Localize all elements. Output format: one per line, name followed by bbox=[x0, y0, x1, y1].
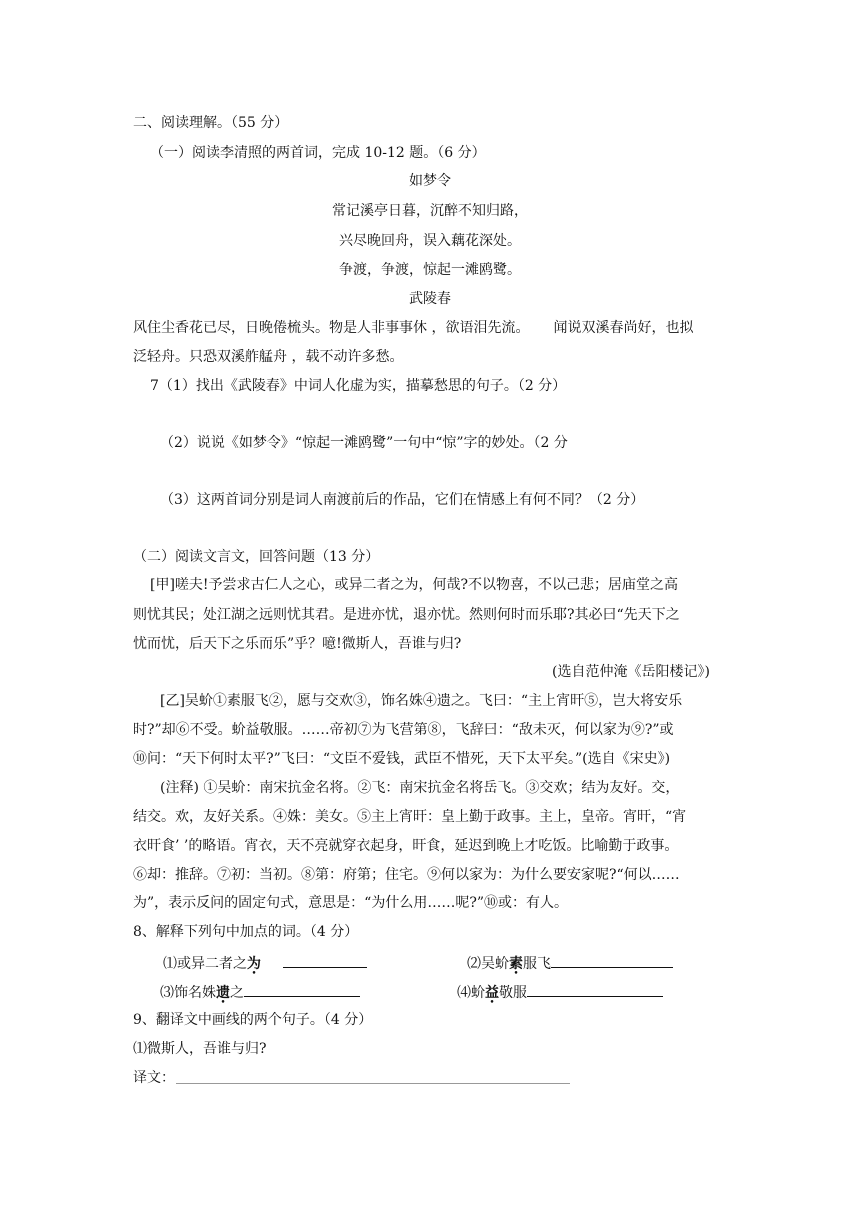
poem1-title: 如梦令 bbox=[409, 173, 451, 189]
notes-line: 衣旰食’ ’的略语。宵衣，天不亮就穿衣起身，旰食，延迟到晚上才吃饭。比喻勤于政事。 bbox=[133, 838, 679, 854]
question-9-item: ⑴微斯人，吾谁与归? bbox=[133, 1041, 267, 1057]
poem1-line: 争渡，争渡，惊起一滩鸥鹭。 bbox=[339, 262, 521, 278]
question-8-item bbox=[160, 982, 360, 1002]
passage-yi-line: 时?”却⑥不受。蚧益敬服。……帝初⑦为飞营第⑧，飞辞曰：“敌未灭，何以家为⑨?”或 bbox=[133, 722, 674, 738]
item-text: ⑵吴蚧 bbox=[467, 956, 509, 972]
question-8-item bbox=[457, 982, 663, 1002]
answer-line[interactable] bbox=[176, 1083, 570, 1084]
answer-label: 译文： bbox=[133, 1070, 175, 1086]
notes-line: 为”，表示反问的固定句式，意思是：“为什么用……呢?”⑩或：有人。 bbox=[133, 895, 568, 911]
dotted-word: 遗 bbox=[216, 985, 230, 1001]
notes-line: ⑥却：推辞。⑦初：当初。⑧第：府第；住宅。⑨何以家为：为什么要安家呢?“何以…… bbox=[133, 867, 680, 883]
poem2-line-part: 风住尘香花已尽，日晚倦梳头。物是人非事事休 ，欲语泪先流。 bbox=[133, 320, 530, 336]
poem2-line: 泛轻舟。只恐双溪舴艋舟 ，载不动许多愁。 bbox=[133, 349, 404, 365]
item-text: ⑷蚧 bbox=[457, 985, 485, 1001]
answer-blank[interactable] bbox=[551, 953, 673, 968]
question-8-item bbox=[163, 953, 367, 973]
passage-jia-line: 忧而忧，后天下之乐而乐”乎？噫!微斯人，吾谁与归? bbox=[133, 636, 462, 652]
passage-yi-line: [乙]吴蚧①素服飞②，愿与交欢③，饰名姝④遗之。飞曰：“主上宵旰⑤，岂大将安乐 bbox=[160, 693, 683, 709]
part1-intro: （一）阅读李清照的两首词，完成 10-12 题。（6 分） bbox=[150, 145, 486, 161]
answer-blank[interactable] bbox=[244, 982, 360, 997]
question-8-title: 8、解释下列句中加点的词。（4 分） bbox=[133, 924, 359, 940]
passage-jia-line: 则忧其民；处江湖之远则忧其君。是进亦忧，退亦忧。然则何时而乐耶?其必曰“先天下之 bbox=[133, 607, 680, 623]
item-text: 敬服 bbox=[499, 985, 527, 1001]
dotted-word: 为 bbox=[247, 956, 261, 972]
notes-line: 结交。欢，友好关系。④姝：美女。⑤主上宵旰：皇上勤于政事。主上，皇帝。宵旰，“宵 bbox=[133, 809, 687, 825]
question-7-1: 7（1）找出《武陵春》中词人化虚为实，描摹愁思的句子。（2 分） bbox=[150, 378, 567, 394]
poem1-line: 兴尽晚回舟，误入藕花深处。 bbox=[339, 233, 521, 249]
question-8-item bbox=[467, 953, 673, 973]
passage-jia-line: [甲]嗟夫!予尝求古仁人之心，或异二者之为，何哉?不以物喜，不以己悲；居庙堂之高 bbox=[150, 577, 679, 593]
question-7-2: （2）说说《如梦令》“惊起一滩鸥鹭”一句中“惊”字的妙处。（2 分 bbox=[160, 435, 568, 451]
passage-yi-line: ⑩问：“天下何时太平?”飞曰：“文臣不爱钱，武臣不惜死，天下太平矣。”(选自《宋史》) bbox=[133, 751, 671, 767]
poem2-line bbox=[133, 319, 693, 337]
item-text: ⑶饰名姝 bbox=[160, 985, 216, 1001]
item-text: 之 bbox=[230, 985, 244, 1001]
dotted-word: 素 bbox=[509, 956, 523, 972]
dotted-word: 益 bbox=[485, 985, 499, 1001]
poem2-title: 武陵春 bbox=[409, 291, 451, 307]
notes-line: (注释) ①吴蚧：南宋抗金名将。②飞：南宋抗金名将岳飞。③交欢；结为友好。交， bbox=[160, 780, 680, 796]
passage-jia-source: (选自范仲淹《岳阳楼记》) bbox=[552, 664, 710, 680]
answer-blank[interactable] bbox=[283, 953, 367, 968]
question-7-3: （3）这两首词分别是词人南渡前后的作品，它们在情感上有何不同？（2 分） bbox=[160, 492, 645, 508]
poem1-line: 常记溪亭日暮，沉醉不知归路， bbox=[332, 203, 528, 219]
part2-intro: （二）阅读文言文，回答问题（13 分） bbox=[133, 549, 380, 565]
answer-blank[interactable] bbox=[527, 982, 663, 997]
question-9-title: 9、翻译文中画线的两个句子。（4 分） bbox=[133, 1012, 373, 1028]
item-text: 服飞 bbox=[523, 956, 551, 972]
item-text: ⑴或异二者之 bbox=[163, 956, 247, 972]
poem2-line-part: 闻说双溪春尚好，也拟 bbox=[553, 320, 694, 336]
section-title: 二、阅读理解。（55 分） bbox=[133, 115, 289, 131]
